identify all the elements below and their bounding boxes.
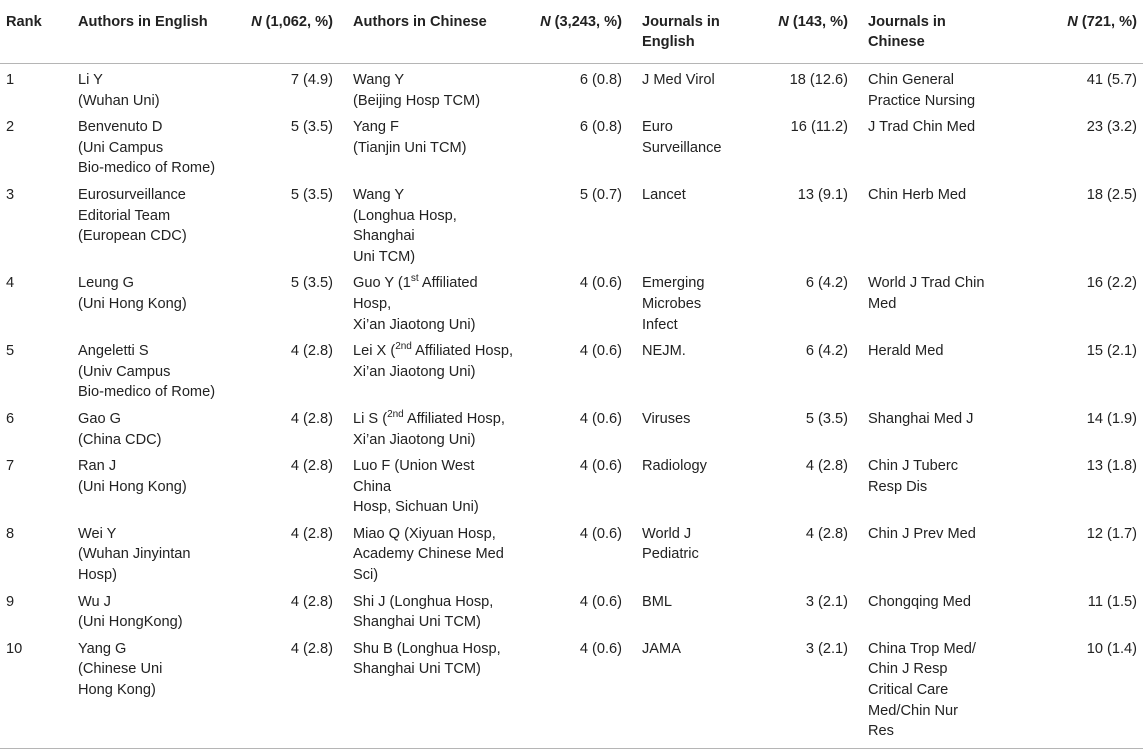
journal-chinese-count-cell: 13 (1.8): [1086, 458, 1137, 475]
journal-chinese-cell: [854, 586, 993, 633]
ordinal-superscript: 2nd: [395, 341, 412, 353]
header-n-total: (143, %): [788, 14, 848, 30]
header-rank: Rank: [6, 14, 42, 30]
journal-chinese-count-cell: 10 (1.4): [1086, 640, 1137, 657]
journal-english-count-cell: 5 (3.5): [805, 410, 848, 427]
author-chinese-line: Shanghai Uni TCM): [353, 661, 481, 678]
ordinal-superscript: st: [410, 273, 419, 285]
journal-chinese-line: Med/Chin Nur Res: [868, 702, 959, 740]
journal-chinese-count-cell: 18 (2.5): [1086, 186, 1137, 203]
header-authors-chinese: Authors in Chinese: [353, 14, 487, 30]
table-row: [0, 111, 1143, 179]
journal-english-line: Pediatric: [642, 546, 699, 563]
author-english-cell: [66, 403, 231, 450]
author-english-line: (Uni Hong Kong): [78, 295, 187, 312]
author-english-count-cell: 4 (2.8): [290, 458, 333, 475]
author-english-line: Bio-medico of Rome): [78, 384, 216, 401]
author-chinese-cell: [339, 633, 519, 748]
author-chinese-line: Shu B (Longhua Hosp,: [353, 640, 501, 657]
author-english-count-cell: 5 (3.5): [290, 119, 333, 136]
author-chinese-line: Xi’an Jiaotong Uni): [353, 431, 476, 448]
table-header: [0, 0, 1143, 64]
author-chinese-cell: [339, 586, 519, 633]
journal-english-line: Microbes: [642, 295, 702, 312]
ordinal-superscript: 2nd: [387, 408, 404, 420]
table-row: [0, 403, 1143, 450]
header-n-italic: N: [1067, 14, 1078, 30]
rank-cell: 6: [6, 410, 15, 427]
author-english-cell: [66, 267, 231, 335]
rank-cell: 4: [6, 275, 15, 292]
rank-cell: 5: [6, 343, 15, 360]
journal-english-cell: [628, 450, 751, 518]
author-english-line: (Uni HongKong): [78, 614, 183, 631]
journal-english-line: Infect: [642, 316, 678, 333]
journal-chinese-line: World J Trad Chin: [868, 275, 985, 292]
header-n-journals-chinese: [993, 0, 1143, 64]
author-english-cell: [66, 335, 231, 403]
journal-english-line: World J: [642, 525, 692, 542]
author-english-line: Wei Y: [78, 525, 117, 542]
author-english-line: (Wuhan Uni): [78, 92, 160, 109]
journal-chinese-cell: [854, 267, 993, 335]
author-english-cell: [66, 633, 231, 748]
header-n-authors-english: [231, 0, 339, 64]
author-chinese-line: Yang F: [353, 119, 399, 136]
journal-chinese-count-cell: 15 (2.1): [1086, 343, 1137, 360]
journal-chinese-count-cell: 16 (2.2): [1086, 275, 1137, 292]
author-english-count-cell: 4 (2.8): [290, 640, 333, 657]
author-chinese-line: Hosp, Sichuan Uni): [353, 499, 479, 516]
journal-english-count-cell: 18 (12.6): [789, 72, 848, 88]
rank-cell: 10: [6, 640, 23, 657]
author-chinese-line: Sci): [353, 567, 379, 584]
author-chinese-cell: [339, 450, 519, 518]
journal-chinese-line: Chin Herb Med: [868, 186, 967, 203]
author-english-count-cell: 4 (2.8): [290, 343, 333, 360]
journal-chinese-cell: [854, 64, 993, 112]
journal-chinese-count-cell: 14 (1.9): [1086, 410, 1137, 427]
author-english-line: Hong Kong): [78, 682, 156, 699]
author-chinese-line: (Tianjin Uni TCM): [353, 139, 467, 156]
author-english-line: Leung G: [78, 275, 134, 292]
journal-chinese-line: Resp Dis: [868, 478, 928, 495]
header-journals-chinese: Journals in Chinese: [868, 14, 946, 50]
journal-english-line: BML: [642, 593, 673, 610]
journal-chinese-line: Chin General: [868, 72, 954, 88]
author-chinese-text: Affiliated Hosp,: [411, 343, 514, 360]
author-chinese-line: [353, 409, 513, 430]
author-english-count-cell: 7 (4.9): [290, 72, 333, 88]
journal-english-line: Lancet: [642, 186, 686, 203]
header-journals-english: Journals in English: [642, 14, 720, 50]
header-row: [0, 0, 1143, 64]
author-chinese-cell: [339, 267, 519, 335]
author-english-count-cell: 5 (3.5): [290, 186, 333, 203]
author-english-cell: [66, 179, 231, 267]
journal-chinese-line: China Trop Med/: [868, 640, 976, 657]
author-english-line: (Chinese Uni: [78, 661, 163, 678]
journal-english-cell: [628, 518, 751, 586]
author-chinese-line: [353, 341, 513, 362]
author-english-line: Yang G: [78, 640, 127, 657]
rank-cell: 8: [6, 525, 15, 542]
header-n-journals-english: [751, 0, 854, 64]
journal-english-count-cell: 4 (2.8): [805, 458, 848, 475]
author-english-line: Eurosurveillance: [78, 186, 186, 203]
author-english-count-cell: 4 (2.8): [290, 525, 333, 542]
table-row: [0, 633, 1143, 748]
author-english-cell: [66, 518, 231, 586]
rank-cell: 7: [6, 458, 15, 475]
journal-english-line: Viruses: [642, 410, 691, 427]
rank-cell: 9: [6, 593, 15, 610]
journal-english-line: Surveillance: [642, 139, 722, 156]
journal-chinese-cell: [854, 518, 993, 586]
journal-chinese-count-cell: 41 (5.7): [1086, 72, 1137, 88]
table-body: [0, 64, 1143, 749]
journal-english-cell: [628, 633, 751, 748]
journal-chinese-line: Critical Care: [868, 682, 949, 699]
journal-chinese-cell: [854, 403, 993, 450]
header-n-italic: N: [778, 14, 789, 30]
author-chinese-line: (Beijing Hosp TCM): [353, 92, 481, 109]
journal-chinese-cell: [854, 450, 993, 518]
author-chinese-cell: [339, 64, 519, 112]
author-chinese-count-cell: 4 (0.6): [579, 458, 622, 475]
rank-cell: 3: [6, 186, 15, 203]
author-english-cell: [66, 64, 231, 112]
author-chinese-cell: [339, 335, 519, 403]
journal-english-cell: [628, 267, 751, 335]
author-chinese-count-cell: 4 (0.6): [579, 275, 622, 292]
author-english-line: Bio-medico of Rome): [78, 160, 216, 177]
journal-english-cell: [628, 64, 751, 112]
journal-chinese-line: Chin J Tuberc: [868, 458, 959, 475]
author-chinese-cell: [339, 403, 519, 450]
table-row: [0, 179, 1143, 267]
author-chinese-line: Shanghai Uni TCM): [353, 614, 481, 631]
journal-english-cell: [628, 403, 751, 450]
header-n-total: (1,062, %): [261, 14, 333, 30]
author-english-count-cell: 4 (2.8): [290, 410, 333, 427]
author-english-line: (Uni Campus: [78, 139, 164, 156]
journal-chinese-count-cell: 11 (1.5): [1087, 593, 1137, 610]
table-row: [0, 335, 1143, 403]
author-chinese-text: Li S (: [353, 410, 388, 427]
author-english-count-cell: 5 (3.5): [290, 275, 333, 292]
author-chinese-line: Uni TCM): [353, 248, 416, 265]
journal-chinese-cell: [854, 179, 993, 267]
author-chinese-count-cell: 6 (0.8): [579, 119, 622, 136]
author-chinese-line: [353, 273, 513, 314]
header-n-authors-chinese: [519, 0, 628, 64]
author-chinese-count-cell: 6 (0.8): [579, 72, 622, 88]
author-chinese-count-cell: 5 (0.7): [579, 186, 622, 203]
author-english-cell: [66, 111, 231, 179]
table-row: [0, 518, 1143, 586]
table-row: [0, 64, 1143, 112]
table-row: [0, 586, 1143, 633]
author-english-line: (European CDC): [78, 228, 187, 245]
author-chinese-text: Guo Y (1: [353, 275, 411, 292]
journal-chinese-cell: [854, 335, 993, 403]
author-english-line: Benvenuto D: [78, 119, 163, 136]
journal-english-line: Radiology: [642, 458, 707, 475]
journal-english-count-cell: 3 (2.1): [805, 593, 848, 610]
author-english-line: (China CDC): [78, 431, 162, 448]
header-n-italic: N: [540, 14, 551, 30]
author-chinese-line: Wang Y: [353, 72, 405, 88]
journal-chinese-cell: [854, 633, 993, 748]
author-english-cell: [66, 450, 231, 518]
journal-english-cell: [628, 335, 751, 403]
journal-chinese-line: Shanghai Med J: [868, 410, 974, 427]
journal-english-line: JAMA: [642, 640, 681, 657]
journal-chinese-line: Med: [868, 295, 897, 312]
journal-chinese-cell: [854, 111, 993, 179]
header-authors-english: Authors in English: [78, 14, 208, 30]
author-chinese-cell: [339, 111, 519, 179]
journal-english-cell: [628, 111, 751, 179]
author-chinese-count-cell: 4 (0.6): [579, 410, 622, 427]
journal-english-line: Emerging: [642, 275, 705, 292]
author-english-line: Angeletti S: [78, 343, 149, 360]
author-english-line: (Univ Campus: [78, 363, 171, 380]
table-row: [0, 450, 1143, 518]
journal-chinese-line: Chin J Resp: [868, 661, 948, 678]
table-row: [0, 267, 1143, 335]
author-chinese-text: Lei X (: [353, 343, 396, 360]
author-chinese-count-cell: 4 (0.6): [579, 525, 622, 542]
journal-english-cell: [628, 586, 751, 633]
header-n-total: (3,243, %): [550, 14, 622, 30]
journal-chinese-line: Chongqing Med: [868, 593, 972, 610]
journal-english-count-cell: 6 (4.2): [805, 275, 848, 292]
author-english-count-cell: 4 (2.8): [290, 593, 333, 610]
journal-english-count-cell: 4 (2.8): [805, 525, 848, 542]
author-english-line: Editorial Team: [78, 207, 171, 224]
author-chinese-cell: [339, 518, 519, 586]
author-chinese-line: Xi’an Jiaotong Uni): [353, 363, 476, 380]
author-english-cell: [66, 586, 231, 633]
author-chinese-line: Wang Y: [353, 186, 405, 203]
rank-cell: 2: [6, 119, 15, 136]
author-english-line: Gao G: [78, 410, 121, 427]
header-n-italic: N: [251, 14, 262, 30]
journal-chinese-line: Herald Med: [868, 343, 944, 360]
author-english-line: Li Y: [78, 72, 103, 88]
author-english-line: Ran J: [78, 458, 117, 475]
author-english-line: (Wuhan Jinyintan Hosp): [78, 546, 191, 584]
author-chinese-text: Affiliated Hosp,: [403, 410, 505, 427]
journal-chinese-line: Chin J Prev Med: [868, 525, 976, 542]
author-english-line: (Uni Hong Kong): [78, 478, 187, 495]
journal-english-count-cell: 16 (11.2): [790, 119, 848, 136]
author-chinese-line: Luo F (Union West China: [353, 458, 475, 495]
journal-chinese-count-cell: 12 (1.7): [1086, 525, 1137, 542]
journal-english-count-cell: 3 (2.1): [805, 640, 848, 657]
author-chinese-line: Academy Chinese Med: [353, 546, 504, 563]
journal-chinese-line: Practice Nursing: [868, 92, 976, 109]
journal-english-line: Euro: [642, 119, 673, 136]
author-english-line: Wu J: [78, 593, 111, 610]
author-chinese-text: Affiliated Hosp,: [353, 275, 478, 312]
header-n-total: (721, %): [1077, 14, 1137, 30]
author-chinese-count-cell: 4 (0.6): [579, 593, 622, 610]
author-chinese-line: (Longhua Hosp, Shanghai: [353, 207, 457, 245]
journal-english-count-cell: 6 (4.2): [805, 343, 848, 360]
author-chinese-line: Xi’an Jiaotong Uni): [353, 316, 476, 333]
rank-cell: 1: [6, 72, 15, 88]
journal-chinese-count-cell: 23 (3.2): [1086, 119, 1137, 136]
journal-english-cell: [628, 179, 751, 267]
author-chinese-count-cell: 4 (0.6): [579, 343, 622, 360]
journal-english-count-cell: 13 (9.1): [797, 186, 848, 203]
journal-english-line: J Med Virol: [642, 72, 715, 88]
journal-english-line: NEJM.: [642, 343, 686, 360]
author-chinese-cell: [339, 179, 519, 267]
author-chinese-line: Shi J (Longhua Hosp,: [353, 593, 494, 610]
author-chinese-line: Miao Q (Xiyuan Hosp,: [353, 525, 496, 542]
journal-chinese-line: J Trad Chin Med: [868, 119, 976, 136]
author-chinese-count-cell: 4 (0.6): [579, 640, 622, 657]
